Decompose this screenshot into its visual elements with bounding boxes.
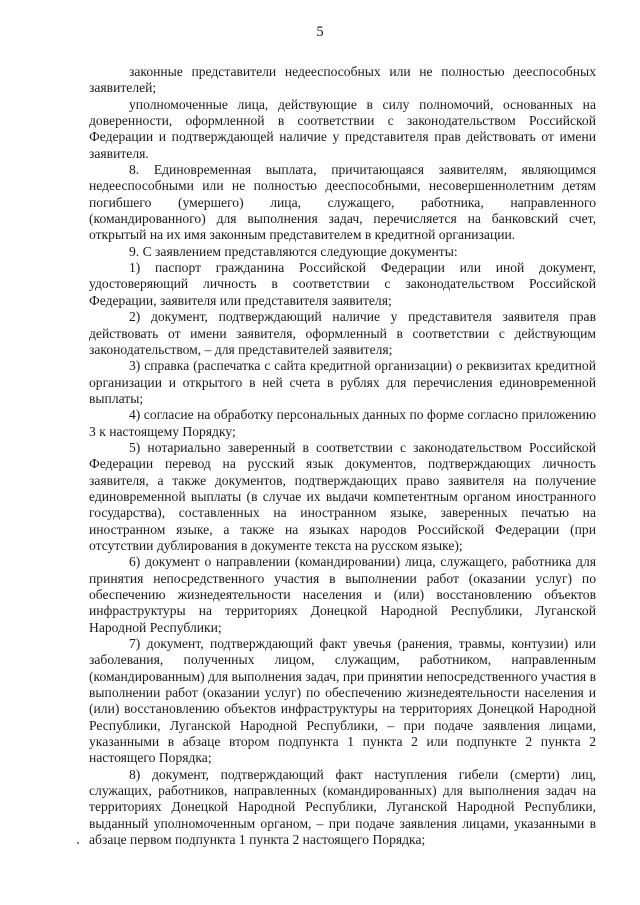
paragraph-legal-representatives: законные представители недееспособных или не полностью дееспособных заявителей; [89,64,596,96]
paragraph-item-8: 8. Единовременная выплата, причитающаяся заявителям, являющимся недееспособными или не полностью дееспособными, несовершеннолетним детям погибшего (умершего) лица, служащего, работника, направленного (командированного) для выполнения задач, перечисляется на банковский счет, открытый на их имя законным представителем в кредитной организации. [89,162,596,243]
paragraph-subitem-4: 4) согласие на обработку персональных данных по форме согласно приложению 3 к настоящему Порядку; [89,407,596,439]
paragraph-subitem-8: 8) документ, подтверждающий факт наступления гибели (смерти) лиц, служащих, работников, направленных (командированных) для выполнения задач на территориях Донецкой Народной Республики, Луганской Народной Республики, выданный уполномоченным органом, – при подаче заявления лицами, указанными в абзаце первом подпункта 1 пункта 2 настоящего Порядка; [89,766,596,848]
paragraph-subitem-2: 2) документ, подтверждающий наличие у представителя заявителя прав действовать от имени заявителя, оформленный в соответствии с действующим законодательством, – для представителей заявителя; [89,309,596,357]
scan-speck [77,842,79,844]
paragraph-subitem-6: 6) документ о направлении (командировании) лица, служащего, работника для принятия непосредственного участия в выполнении работ (оказании услуг) по обеспечению жизнедеятельности населения и (или) восстановлению объектов инфраструктуры на территориях Донецкой Народной Республики, Луганской Народной Республики; [89,554,596,635]
page-number: 5 [316,24,324,40]
paragraph-subitem-5: 5) нотариально заверенный в соответствии с законодательством Российской Федерации перевод на русский язык документов, подтверждающих личность заявителя, а также документов, подтверждающих право заявителя на получение единовременной выплаты (в случае их выдачи компетентным органом иностранного государства), составленных на иностранном языке, заверенных печатью на иностранном языке, а также на языках народов Российской Федерации (при отсутствии дублирования в документе текста на русском языке); [89,439,596,553]
paragraph-authorized-persons: уполномоченные лица, действующие в силу полномочий, основанных на доверенности, оформленной в соответствии с законодательством Российской Федерации и подтверждающей наличие у представителя прав действовать от имени заявителя. [89,96,596,161]
paragraph-subitem-7: 7) документ, подтверждающий факт увечья (ранения, травмы, контузии) или заболевания, полученных лицом, служащим, работником, направленным (командированным) для выполнения задач, при принятии непосредственного участия в выполнении работ (оказании услуг) по обеспечению жизнедеятельности населения и (или) восстановлению объектов инфраструктуры на территориях Донецкой Народной Республики, Луганской Народной Республики, – при подаче заявления лицами, указанными в абзаце втором подпункта 1 пункта 2 или подпункте 2 пункта 2 настоящего Порядка; [89,636,596,766]
paragraph-subitem-3: 3) справка (распечатка с сайта кредитной организации) о реквизитах кредитной организации и открытого в ней счета в рублях для перечисления единовременной выплаты; [89,358,596,406]
paragraph-item-9: 9. С заявлением представляются следующие документы: [129,243,458,259]
document-body [89,64,596,849]
paragraph-subitem-1: 1) паспорт гражданина Российской Федерации или иной документ, удостоверяющий личность в соответствии с законодательством Российской Федерации, заявителя или представителя заявителя; [89,260,596,308]
